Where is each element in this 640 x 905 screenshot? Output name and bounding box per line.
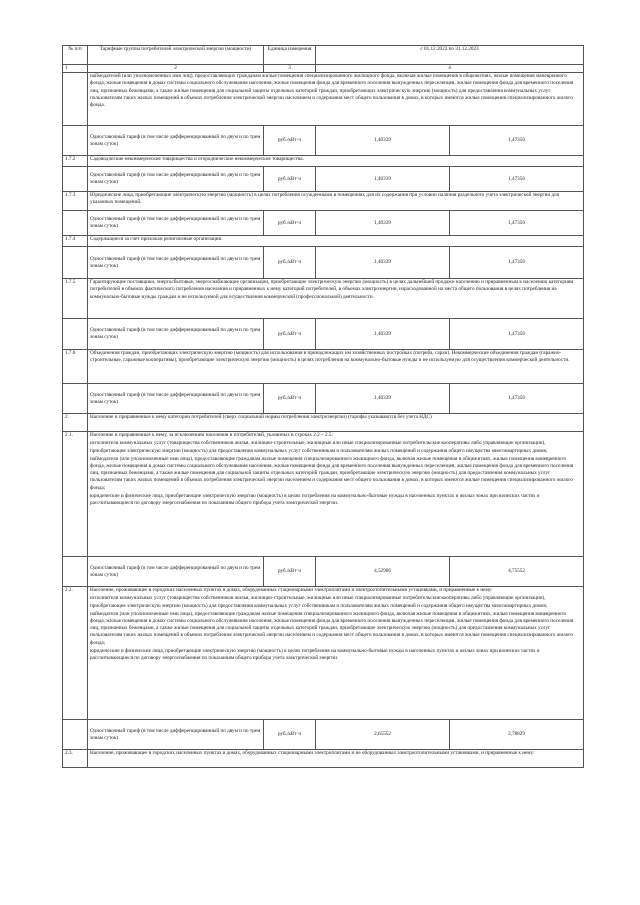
tariff-label: Одноставочный тариф (в том числе дифференцированный по двум и по трем зонам суток)	[88, 211, 264, 236]
value-period-2: 4,75552	[450, 557, 584, 587]
value-period-1: 1,40339	[316, 319, 450, 350]
value-period-1: 2,65552	[316, 720, 450, 750]
row-number: 1.7.3	[63, 192, 88, 211]
row-number: 1.7.4	[63, 236, 88, 247]
header-unit: Единица измерения	[264, 46, 316, 65]
unit-cell: руб./кВт·ч	[264, 720, 316, 750]
paragraph: юридические и физические лица, приобретающие электрическую энергию (мощность) в целях потребления на коммунально-бытовые нужды в населенных пунктах и жилых зонах при воинских частях и рассчитывающиеся по договору энергоснабжения по показаниям общего прибора учета электрической энергии.	[90, 492, 540, 507]
table-row	[63, 73, 584, 126]
value-period-2: 1,47356	[450, 319, 584, 350]
value-period-2: 1,47356	[450, 247, 584, 279]
tariff-label: Одноставочный тариф (в том числе дифференцированный по двум и по трем зонам суток)	[88, 720, 264, 750]
unit-cell: руб./кВт·ч	[264, 247, 316, 279]
row-description: Население и приравненные к нему категории потребителей (сверх социальной нормы потребления электроэнергии) (тарифы указываются без учета НДС)	[88, 414, 584, 432]
row-description: Объединения граждан, приобретающих электрическую энергию (мощность) для использования в принадлежащих им хозяйственных постройках (погреба, сараи). Некоммерческие объединения граждан (гаражно-строительные, гаражные кооперативы), приобретающие электрическую энергию (мощность) в целях потребления на коммунально-бытовые нужды и не используемую для осуществления коммерческой деятельности.	[88, 350, 584, 384]
row-description: Содержащиеся за счет прихожан религиозные организации.	[88, 236, 584, 247]
table-row	[63, 211, 584, 236]
paragraph: исполнители коммунальных услуг (товарищества собственников жилья, жилищно-строительные, жилищные или иные специализированные потребительские кооперативы либо управляющие организации), приобретающие электрическую энергию (мощность) для предоставления коммунальных услуг собственникам и пользователям жилых помещений и содержания общего имущества многоквартирных домов;	[90, 440, 548, 454]
tariff-table	[62, 45, 584, 768]
tariff-label: Одноставочный тариф (в том числе дифференцированный по двум и по трем зонам суток)	[88, 167, 264, 192]
paragraph: наймодатели (или уполномоченные ими лица), предоставляющие гражданам жилые помещения специализированного жилищного фонда, включая жилые помещения в общежитиях, жилые помещения маневренного фонда, жилые помещения в домах системы социального обслуживания населения, жилые помещения фонда для временного поселения вынужденных переселенцев, жилые помещения фонда для временного поселения лиц, признанных беженцами, а также жилые помещения для социальной защиты отдельных категорий граждан, приобретающие электрическую энергию (мощность) для предоставления коммунальных услуг пользователям таких жилых помещений в объемах потребления электрической энергии населением и содержания мест общего пользования в домах, в которых имеются жилые помещения специализированного жилого фонда;	[90, 455, 574, 491]
row-number: 1.7.2	[63, 156, 88, 167]
value-period-1: 4,52906	[316, 557, 450, 587]
header-period: с 01.12.2022 по 31.12.2023	[316, 46, 584, 65]
row-description: Население, проживающее в городских населенных пунктах в домах, оборудованных стационарными электроплитами и не оборудованных электроотопительными установками, и приравненные к нему:	[88, 750, 584, 768]
row-description: Садоводческие некоммерческие товарищества и огороднические некоммерческие товарищества.	[88, 156, 584, 167]
table-header-row	[63, 46, 584, 65]
table-row	[63, 720, 584, 750]
value-period-2: 1,47356	[450, 126, 584, 156]
table-row	[63, 236, 584, 247]
value-period-2: 1,47356	[450, 384, 584, 414]
table-row	[63, 192, 584, 211]
value-period-1: 1,40339	[316, 167, 450, 192]
row-number: 1.7.5	[63, 279, 88, 319]
row-number: 2.	[63, 414, 88, 432]
paragraph: Население, проживающее в городских населенных пунктах в домах, оборудованных стационарными электроплитами и электроотопительными установками, и приравненные к нему:	[90, 587, 493, 594]
unit-cell: руб./кВт·ч	[264, 319, 316, 350]
table-row	[63, 432, 584, 557]
header-groups: Тарифные группы потребителей электрической энергии (мощности)	[88, 46, 264, 65]
column-number-4: 4	[316, 65, 584, 73]
unit-cell: руб./кВт·ч	[264, 167, 316, 192]
column-number-2: 2	[88, 65, 264, 73]
paragraph: исполнители коммунальных услуг (товарищества собственников жилья, жилищно-строительные, жилищные или иные специализированные потребительские кооперативы либо управляющие организации), приобретающие электрическую энергию (мощность) для предоставления коммунальных услуг собственникам и пользователям жилых помещений и содержания общего имущества многоквартирных домов;	[90, 595, 548, 609]
header-num: № п/п	[63, 46, 88, 65]
table-row	[63, 750, 584, 768]
value-period-2: 2,78829	[450, 720, 584, 750]
row-number: 2.1.	[63, 432, 88, 557]
tariff-label: Одноставочный тариф (в том числе дифференцированный по двум и по трем зонам суток)	[88, 384, 264, 414]
row-number: 1.7.6	[63, 350, 88, 384]
paragraph: Население и приравненные к нему, за исключением населения и потребителей, указанных в строках 2.2 – 2.5:	[90, 432, 333, 439]
column-number-3: 3	[264, 65, 316, 73]
row-description	[88, 587, 584, 720]
table-row	[63, 156, 584, 167]
table-row	[63, 384, 584, 414]
value-period-2: 1,47356	[450, 167, 584, 192]
row-description: Гарантирующие поставщики, энергосбытовые, энергоснабжающие организации, приобретающие электрическую энергию (мощность) в целях дальнейшей продажи населению и приравненным к населению категориям потребителей в объемах фактического потребления населения и приравненных к нему категорий потребителей, в объемах электроэнергии, израсходованной на места общего пользования в целях потребления на коммунально-бытовые нужды граждан и не используемой для осуществления коммерческой (профессиональной) деятельности.	[88, 279, 584, 319]
value-period-1: 1,40339	[316, 126, 450, 156]
column-number-row	[63, 65, 584, 73]
tariff-label: Одноставочный тариф (в том числе дифференцированный по двум и по трем зонам суток)	[88, 247, 264, 279]
table-row	[63, 350, 584, 384]
row-number: 2.2.	[63, 587, 88, 720]
table-row	[63, 279, 584, 319]
row-description: Юридические лица, приобретающие электрическую энергию (мощность) в целях потребления осужденными в помещениях для их содержания при условии наличия раздельного учета электрической энергии для указанных помещений.	[88, 192, 584, 211]
table-row	[63, 319, 584, 350]
value-period-1: 1,40339	[316, 247, 450, 279]
paragraph: наймодатели (или уполномоченные ими лица), предоставляющие гражданам жилые помещения специализированного жилищного фонда, включая жилые помещения в общежитиях, жилые помещения маневренного фонда, жилые помещения в домах системы социального обслуживания населения, жилые помещения фонда для временного поселения вынужденных переселенцев, жилые помещения фонда для временного поселения лиц, признанных беженцами, а также жилые помещения для социальной защиты отдельных категорий граждан, приобретающие электрическую энергию (мощность) для предоставления коммунальных услуг пользователям таких жилых помещений в объемах потребления электрической энергии населением и содержания мест общего пользования в домах, в которых имеются жилые помещения специализированного жилого фонда;	[90, 610, 574, 646]
tariff-label: Одноставочный тариф (в том числе дифференцированный по двум и по трем зонам суток)	[88, 557, 264, 587]
tariff-label: Одноставочный тариф (в том числе дифференцированный по двум и по трем зонам суток)	[88, 319, 264, 350]
unit-cell: руб./кВт·ч	[264, 557, 316, 587]
unit-cell: руб./кВт·ч	[264, 126, 316, 156]
table-row	[63, 587, 584, 720]
table-row	[63, 167, 584, 192]
row-number: 2.3.	[63, 750, 88, 768]
unit-cell: руб./кВт·ч	[264, 211, 316, 236]
table-row	[63, 414, 584, 432]
paragraph: юридические и физические лица, приобретающие электрическую энергию (мощность) в целях потребления на коммунально-бытовые нужды в населенных пунктах и жилых зонах при воинских частях и рассчитывающиеся по договору энергоснабжения по показаниям общего прибора учета электрической энергии.	[90, 647, 540, 662]
row-description	[88, 432, 584, 557]
table-row	[63, 557, 584, 587]
table-row	[63, 247, 584, 279]
column-number-1: 1	[63, 65, 88, 73]
unit-cell: руб./кВт·ч	[264, 384, 316, 414]
value-period-1: 1,40339	[316, 384, 450, 414]
value-period-1: 1,40339	[316, 211, 450, 236]
tariff-label: Одноставочный тариф (в том числе дифференцированный по двум и по трем зонам суток)	[88, 126, 264, 156]
row-description: наймодателей (или уполномоченных ими лиц), предоставляющих гражданам жилые помещения специализированного жилищного фонда, включая жилые помещения в общежитиях, жилые помещения маневренного фонда, жилые помещения в домах системы социального обслуживания населения, жилые помещения фонда для временного поселения вынужденных переселенцев, жилые помещения фонда для временного поселения лиц, признанных беженцами, а также жилые помещения для социальной защиты отдельных категорий граждан, приобретающих электрическую энергию (мощность) для предоставления коммунальных услуг пользователям таких жилых помещений в объемах потребления электрической энергии населением и содержания мест общего пользования в домах, в которых имеются жилые помещения специализированного жилого фонда.	[88, 73, 584, 126]
value-period-2: 1,47356	[450, 211, 584, 236]
table-row	[63, 126, 584, 156]
